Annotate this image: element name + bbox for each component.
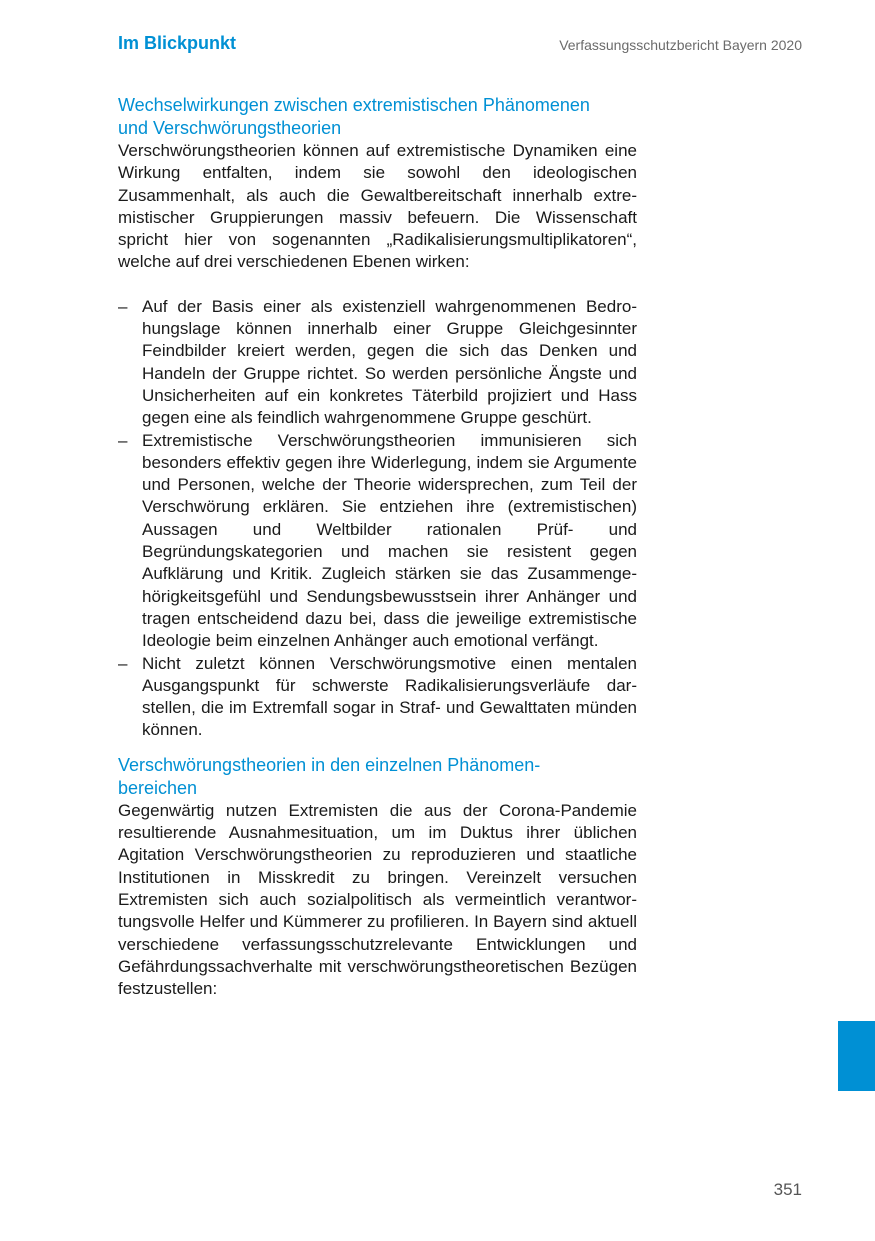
bullet-list xyxy=(118,296,637,742)
section2-body: Gegenwärtig nutzen Extremisten die aus der Corona-Pandemie resultierende Ausnahmesituation, um im Duktus ihrer üblichen Agitation Verschwörungstheorien zu reproduzieren und staatliche Institutionen in Misskredit zu bringen. Vereinzelt versuchen Extremisten sich auch sozialpolitisch als vermeintlich verantwortungsvolle Helfer und Kümmerer zu profilieren. In Bayern sind aktuell verschiedene verfassungsschutzrelevante Entwicklungen und Gefährdungssachverhalte mit verschwörungstheoretischen Bezügen festzustellen: xyxy=(118,800,637,999)
spacer xyxy=(118,742,637,754)
spacer xyxy=(118,274,637,296)
dash-marker: – xyxy=(118,430,128,450)
dash-marker: – xyxy=(118,653,128,673)
list-item-text: Nicht zuletzt können Verschwörungsmotive einen mentalen Ausgangspunkt für schwerste Radikalisierungsverläufe darstellen, die im Extremfall sogar in Straf- und Gewalttaten münden können. xyxy=(142,653,637,740)
section1-heading-line2: und Verschwörungstheorien xyxy=(118,118,342,138)
list-item xyxy=(118,430,637,653)
section2-heading-line1: Verschwörungstheorien in den einzelnen Phänomen- xyxy=(118,754,541,775)
section1-intro: Verschwörungstheorien können auf extremistische Dynamiken eine Wirkung entfalten, indem sie sowohl den ideologischen Zusammenhalt, als auch die Gewaltbereitschaft innerhalb extremistischer Gruppierungen massiv befeuern. Die Wissenschaft spricht hier von sogenannten „Radikalisierungsmultiplikatoren“, welche auf drei verschiedenen Ebenen wirken: xyxy=(118,141,637,272)
list-item-text: Auf der Basis einer als existenziell wahrgenommenen Bedrohungslage können innerhalb einer Gruppe Gleichgesinnter Feindbilder kreiert werden, gegen die sich das Denken und Handeln der Gruppe richtet. So werden persönliche Ängste und Unsicherheiten auf ein konkretes Täterbild projiziert und Hass gegen eine als feindlich wahrgenommene Gruppe geschürt. xyxy=(142,296,637,428)
section2-heading xyxy=(118,754,637,800)
page-number: 351 xyxy=(773,1180,802,1199)
main-content xyxy=(118,94,637,1000)
list-item xyxy=(118,653,637,742)
report-title: Verfassungsschutzbericht Bayern 2020 xyxy=(559,37,802,53)
dash-marker: – xyxy=(118,296,128,316)
list-item-text: Extremistische Verschwörungstheorien immunisieren sich besonders effektiv gegen ihre Widerlegung, indem sie Argumente und Personen, welche der Theorie widersprechen, zum Teil der Verschwörung erklären. Sie entziehen ihre (extremistischen) Aussagen und Weltbilder rationalen Prüf- und Begründungskategorien und machen sie resistent gegen Aufklärung und Kritik. Zugleich stärken sie das Zusammengehörigkeitsgefühl und Sendungsbewusstsein ihrer Anhänger und tragen entscheidend dazu bei, dass die jeweilige extremistische Ideologie beim einzelnen Anhänger auch emotional verfängt. xyxy=(142,430,637,651)
section-label: Im Blickpunkt xyxy=(118,33,237,53)
section2-heading-line2: bereichen xyxy=(118,777,198,798)
chapter-tab-marker xyxy=(838,1021,875,1091)
section1-heading-line1: Wechselwirkungen zwischen extremistischen Phänomenen xyxy=(118,95,590,115)
list-item xyxy=(118,296,637,430)
section1-heading xyxy=(118,94,637,140)
